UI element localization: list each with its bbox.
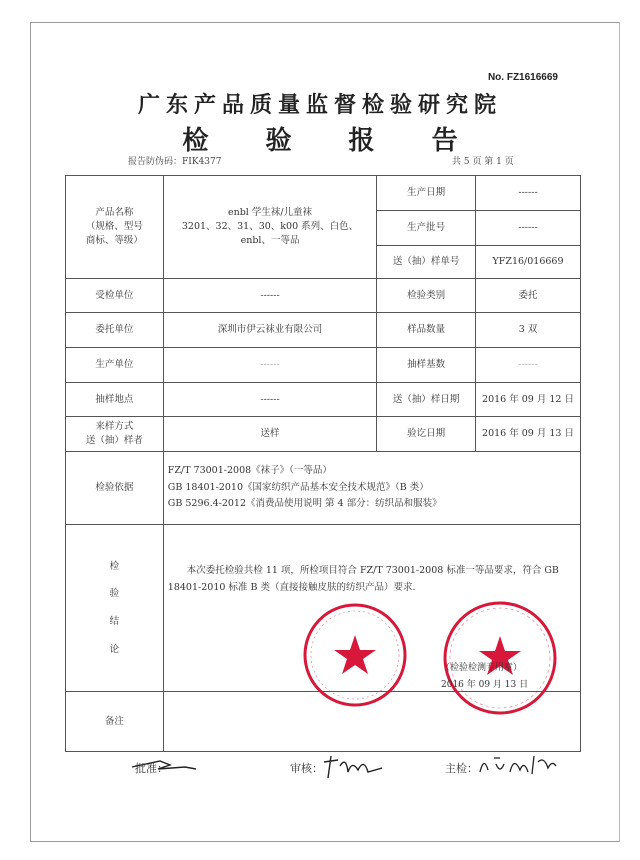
page-count: 共 5 页 第 1 页 (452, 157, 514, 167)
batch-label: 生产批号 (377, 211, 476, 246)
institute-seal (440, 598, 560, 718)
sample-no: YFZ16/016669 (476, 246, 581, 279)
inspection-type: 委托 (476, 279, 581, 313)
production-date-label: 生产日期 (377, 176, 476, 211)
basis-item: GB 5296.4-2012《消费品使用说明 第 4 部分：纺织品和服装》 (167, 498, 442, 510)
company-seal (300, 590, 410, 720)
client-label: 委托单位 (66, 313, 164, 348)
inspector-label: 主检： (445, 762, 478, 775)
production-date: ------ (476, 176, 581, 211)
completion-date-label: 验讫日期 (377, 417, 476, 452)
sample-qty-label: 样品数量 (377, 313, 476, 348)
reviewer-signature (322, 752, 392, 782)
institute-name: 广东产品质量监督检验研究院 (137, 93, 502, 118)
completion-date: 2016 年 09 月 13 日 (476, 417, 581, 452)
review-label: 审核： (290, 762, 323, 775)
product-name-label: 产品名称 （规格、型号 商标、等级） (66, 176, 164, 279)
delivery: 送样 (163, 417, 376, 452)
basis-item: FZ/T 73001-2008《袜子》（一等品） (167, 465, 332, 477)
approver-signature (130, 755, 200, 775)
client: 深圳市伊云袜业有限公司 (163, 313, 376, 348)
sample-date: 2016 年 09 月 12 日 (476, 383, 581, 417)
manufacturer: ------ (163, 348, 376, 383)
remarks-label: 备注 (66, 692, 164, 752)
inspector-signature (478, 752, 558, 777)
basis-list (163, 452, 580, 525)
inspected-unit: ------ (163, 279, 376, 313)
seal-date: 2016 年 09 月 13 日 (441, 680, 529, 690)
report-number: No. FZ1616669 (487, 72, 558, 83)
approve-label: 批准： (135, 762, 168, 775)
anti-fake-code (128, 154, 221, 167)
inspection-type-label: 检验类别 (377, 279, 476, 313)
sampling-place: ------ (163, 383, 376, 417)
manufacturer-label: 生产单位 (66, 348, 164, 383)
sampling-base-label: 抽样基数 (377, 348, 476, 383)
batch: ------ (476, 211, 581, 246)
sample-no-label: 送（抽）样单号 (377, 246, 476, 279)
sampling-base: ------ (476, 348, 581, 383)
seal-note: （检验检测专用章） (441, 663, 523, 673)
sample-date-label: 送（抽）样日期 (377, 383, 476, 417)
anti-fake-value: FIK4377 (182, 157, 222, 167)
conclusion-label: 检 验 结 论 (66, 525, 164, 692)
anti-fake-label: 报告防伪码： (128, 157, 183, 167)
page-title: 检 验 报 告 (182, 126, 482, 156)
basis-label: 检验依据 (66, 452, 164, 525)
inspected-unit-label: 受检单位 (66, 279, 164, 313)
product-name-value: enbl 学生袜/儿童袜 3201、32、31、30、k00 系列、白色、 enbl、一等品 (163, 176, 376, 279)
sampling-place-label: 抽样地点 (66, 383, 164, 417)
basis-item: GB 18401-2010《国家纺织产品基本安全技术规范》（B 类） (167, 481, 429, 493)
sample-qty: 3 双 (476, 313, 581, 348)
conclusion-text: 本次委托检验共检 11 项，所检项目符合 FZ/T 73001-2008 标准一等品要求，符合 GB 18401-2010 标准 B 类（直接接触皮肤的纺织产品）要求. (167, 565, 559, 593)
delivery-label: 来样方式 送（抽）样者 (66, 417, 164, 452)
